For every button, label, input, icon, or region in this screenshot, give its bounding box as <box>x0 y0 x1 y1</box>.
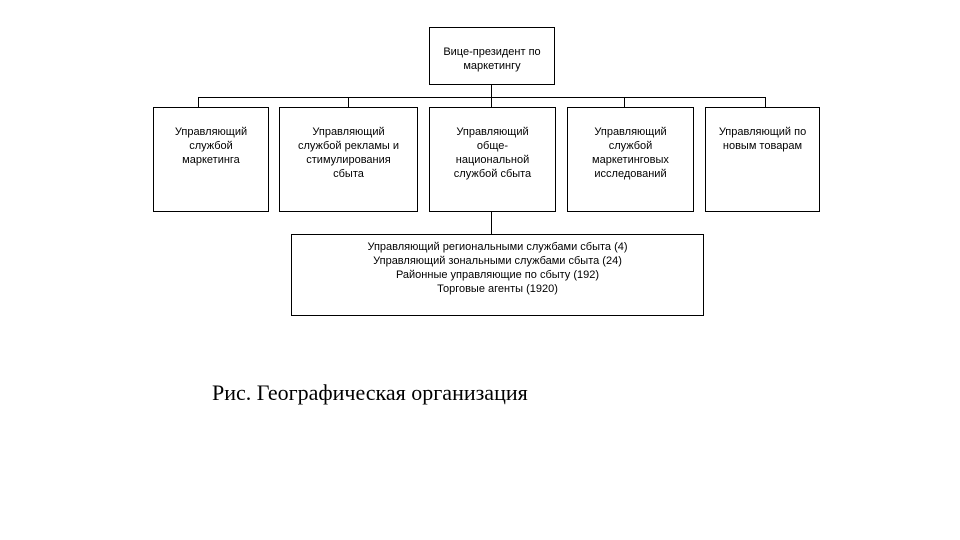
connector-drop-3 <box>491 97 492 107</box>
manager-label-marketing: Управляющий службой маркетинга <box>174 126 248 166</box>
connector-drop-1 <box>198 97 199 107</box>
manager-label-research: Управляющий службой маркетинговых исследований <box>592 126 669 180</box>
vp-marketing-box <box>429 27 555 85</box>
manager-box-advertising <box>279 107 418 212</box>
sales-line-regional: Управляющий региональными службами сбыта (4) <box>367 241 628 253</box>
manager-box-marketing <box>153 107 269 212</box>
vp-marketing-label: Вице-президент по маркетингу <box>443 46 541 72</box>
sales-line-zonal: Управляющий зональными службами сбыта (24) <box>373 255 622 267</box>
connector-drop-2 <box>348 97 349 107</box>
manager-label-advertising: Управляющий службой рекламы и стимулирования сбыта <box>297 126 400 180</box>
sales-hierarchy-box <box>291 234 704 316</box>
sales-line-agents: Торговые агенты (1920) <box>437 283 558 295</box>
connector-horizontal-bus <box>198 97 766 98</box>
connector-sales-vertical <box>491 211 492 234</box>
connector-top-vertical <box>491 84 492 98</box>
manager-box-new-products <box>705 107 820 212</box>
connector-drop-5 <box>765 97 766 107</box>
figure-caption: Рис. Географическая организация <box>212 380 528 405</box>
connector-drop-4 <box>624 97 625 107</box>
sales-line-district: Районные управляющие по сбыту (192) <box>395 269 600 281</box>
manager-label-national-sales: Управляющий обще- национальной службой сбыта <box>453 126 532 180</box>
manager-box-national-sales <box>429 107 556 212</box>
manager-box-research <box>567 107 694 212</box>
manager-label-new-products: Управляющий по новым товарам <box>718 126 807 152</box>
